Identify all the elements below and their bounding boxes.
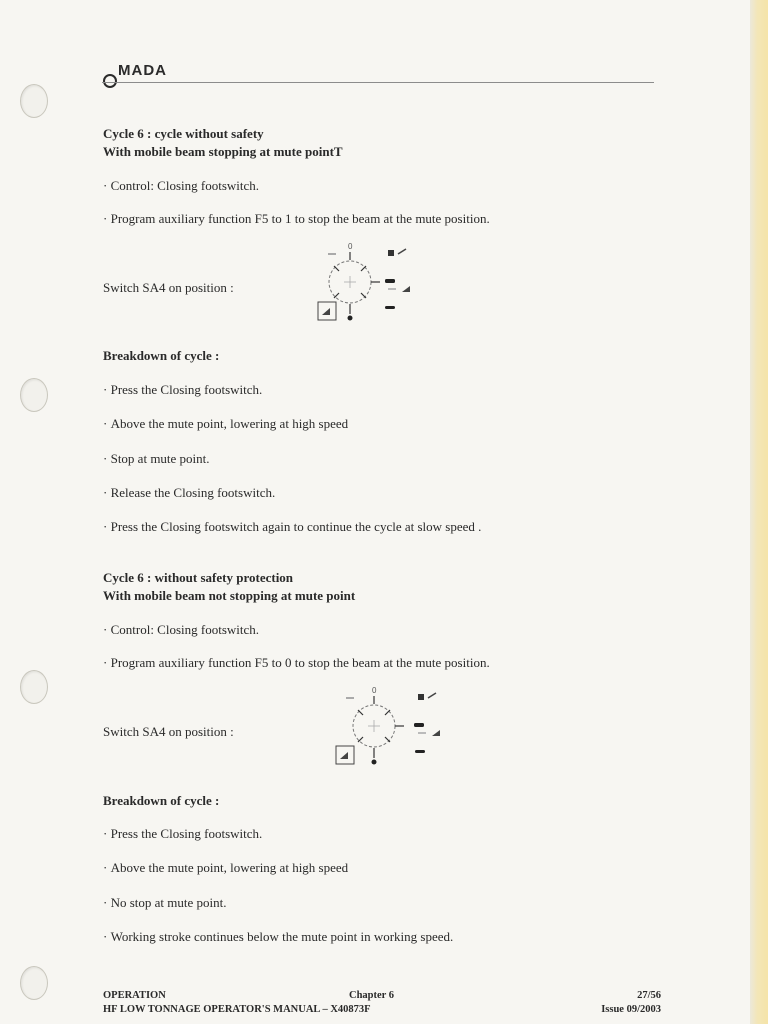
section1-control: · Control: Closing footswitch.	[103, 178, 259, 194]
dial-zero-label: 0	[348, 242, 353, 251]
punch-hole	[20, 84, 48, 118]
punch-hole	[20, 670, 48, 704]
section1-step-5: · Press the Closing footswitch again to continue the cycle at slow speed .	[103, 519, 481, 535]
section1-step-1: · Press the Closing footswitch.	[103, 382, 262, 398]
section2-switch-label: Switch SA4 on position :	[103, 724, 234, 739]
section2-step-1: · Press the Closing footswitch.	[103, 826, 262, 842]
footer-chapter: Chapter 6	[349, 990, 395, 1001]
amada-logo: MADA	[103, 62, 167, 88]
section1-breakdown-title: Breakdown of cycle :	[103, 348, 220, 363]
section1-title: Cycle 6 : cycle without safety	[103, 126, 264, 141]
section1-subtitle: With mobile beam stopping at mute pointT	[103, 144, 343, 159]
footer-manual-title: HF LOW TONNAGE OPERATOR'S MANUAL – X40873F	[103, 1004, 371, 1015]
section1-program: · Program auxiliary function F5 to 1 to stop the beam at the mute position.	[103, 211, 490, 227]
page-edge	[750, 0, 768, 1024]
logo-mark-icon	[103, 74, 117, 88]
section1-switch-label: Switch SA4 on position :	[103, 280, 234, 295]
section1-step-3: · Stop at mute point.	[103, 451, 210, 467]
section2-breakdown-title: Breakdown of cycle :	[103, 793, 220, 808]
section1-step-4: · Release the Closing footswitch.	[103, 485, 275, 501]
section2-step-3: · No stop at mute point.	[103, 895, 227, 911]
selector-switch-icon	[310, 240, 420, 330]
section2-program: · Program auxiliary function F5 to 0 to stop the beam at the mute position.	[103, 655, 490, 671]
footer-page-number: 27/56	[637, 990, 661, 1001]
footer-issue: Issue 09/2003	[601, 1004, 661, 1015]
dial-zero-label: 0	[372, 686, 377, 695]
section2-step-4: · Working stroke continues below the mute point in working speed.	[103, 929, 453, 945]
section2-title: Cycle 6 : without safety protection	[103, 570, 294, 585]
footer-section: OPERATION	[103, 990, 166, 1001]
section2-step-2: · Above the mute point, lowering at high speed	[103, 860, 348, 876]
section2-subtitle: With mobile beam not stopping at mute point	[103, 588, 356, 603]
section2-control: · Control: Closing footswitch.	[103, 622, 259, 638]
punch-hole	[20, 378, 48, 412]
header-rule	[102, 82, 654, 83]
selector-switch-icon	[334, 684, 444, 774]
section1-step-2: · Above the mute point, lowering at high speed	[103, 416, 348, 432]
punch-hole	[20, 966, 48, 1000]
